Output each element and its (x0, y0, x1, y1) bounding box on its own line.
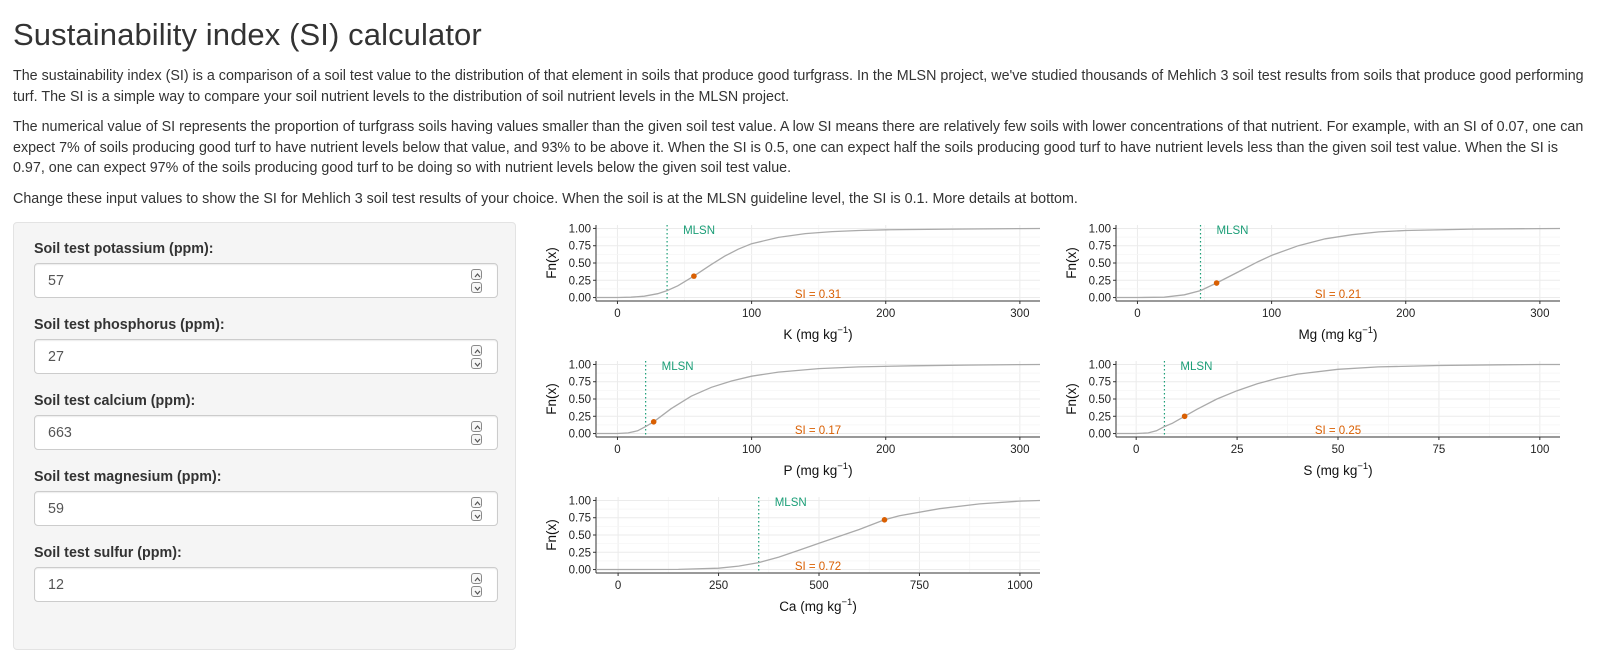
chevron-up-icon[interactable] (471, 421, 482, 432)
x-axis-title (783, 461, 852, 478)
y-tick-label: 0.50 (568, 530, 591, 542)
y-tick-label: 0.00 (568, 428, 591, 441)
x-tick-label: 0 (614, 580, 622, 592)
y-axis-title: Fn(x) (544, 247, 559, 279)
phosphorus-label: Soil test phosphorus (ppm): (34, 317, 225, 333)
potassium-spinner[interactable] (471, 268, 484, 294)
sulfur-spinner[interactable] (471, 572, 484, 598)
y-tick-label: 0.75 (1088, 376, 1111, 389)
x-tick-label: 100 (742, 308, 762, 320)
x-axis-title-main: S (mg kg (1303, 463, 1358, 478)
page-title: Sustainability index (SI) calculator (13, 17, 482, 52)
y-tick-label: 1.00 (1088, 223, 1111, 236)
calcium-input[interactable] (34, 415, 498, 450)
y-tick-label: 0.25 (1088, 275, 1111, 288)
y-tick-label: 0.25 (568, 411, 591, 424)
cdf-plot-svg (540, 218, 1040, 346)
chevron-up-icon[interactable] (471, 345, 482, 356)
x-axis-title-sup: −1 (841, 597, 853, 608)
chevron-down-icon[interactable] (471, 282, 482, 293)
x-axis-title (1303, 461, 1372, 478)
calcium-value[interactable]: 663 (48, 425, 72, 441)
magnesium-value[interactable]: 59 (48, 501, 64, 517)
x-axis-title-end: ) (1373, 327, 1378, 342)
chart-magnesium (1060, 218, 1560, 351)
x-axis-title-main: K (mg kg (783, 327, 838, 342)
soil-test-point (1214, 280, 1220, 286)
x-axis-title-sup: −1 (837, 325, 849, 336)
chart-phosphorus (540, 354, 1040, 487)
x-axis-title-end: ) (852, 599, 857, 614)
y-tick-label: 1.00 (568, 223, 591, 236)
x-tick-label: 100 (1530, 444, 1550, 456)
x-tick-label: 75 (1432, 444, 1446, 456)
x-axis-title-end: ) (1368, 463, 1373, 478)
si-explanation-paragraph: The numerical value of SI represents the proportion of turfgrass soils having values smaller than the given soil test value. A low SI means there are relatively few soils with lower concentrations of that nutrient. For example, with an SI of 0.07, one can expect 7% of soils producing good turf to have nutrient levels below that value, and 93% to be above it. When the SI is 0.5, one can expect half the soils producing good turf to have nutrient levels less than the given soil test value. When the SI is 0.97, one can expect 97% of the soils producing good turf to be doing so with nutrient levels below the given soil test value. (13, 119, 1584, 176)
si-value-label: SI = 0.25 (1314, 425, 1362, 437)
soil-test-point (691, 273, 697, 279)
x-tick-label: 0 (614, 308, 621, 320)
x-axis-title-end: ) (848, 327, 853, 342)
soil-test-point (651, 419, 657, 425)
y-tick-label: 0.25 (568, 547, 591, 560)
sulfur-label: Soil test sulfur (ppm): (34, 545, 182, 561)
y-tick-label: 0.00 (568, 564, 591, 577)
chevron-down-icon[interactable] (471, 586, 482, 597)
chevron-up-icon[interactable] (471, 497, 482, 508)
y-tick-label: 0.50 (1088, 258, 1111, 270)
intro-paragraph: The sustainability index (SI) is a comparison of a soil test value to the distribution of that element in soils that produce good turfgrass. In the MLSN project, we've studied thousands of Mehlich 3 soil test results from soils that produce good performing turf. The SI is a simple way to compare your soil nutrient levels to the distribution of soil nutrient levels in the MLSN project. (13, 68, 1584, 105)
magnesium-input[interactable] (34, 491, 498, 526)
y-tick-label: 0.25 (1088, 411, 1111, 424)
y-axis-title: Fn(x) (1064, 247, 1079, 279)
cdf-plot-svg (540, 490, 1040, 618)
x-tick-label: 500 (809, 580, 829, 592)
x-axis-title (783, 325, 852, 342)
mlsn-label: MLSN (1216, 225, 1249, 237)
y-axis-title: Fn(x) (1064, 383, 1079, 415)
chevron-down-icon[interactable] (471, 510, 482, 521)
x-tick-label: 0 (1134, 308, 1141, 320)
y-tick-label: 0.75 (568, 512, 591, 525)
x-tick-label: 100 (1262, 308, 1282, 320)
mlsn-label: MLSN (774, 497, 807, 509)
y-axis-title: Fn(x) (544, 519, 559, 551)
magnesium-spinner[interactable] (471, 496, 484, 522)
chevron-up-icon[interactable] (471, 573, 482, 584)
x-tick-label: 300 (1010, 444, 1030, 456)
x-axis-title (779, 597, 857, 614)
y-tick-label: 1.00 (568, 495, 591, 508)
chevron-up-icon[interactable] (471, 269, 482, 280)
y-tick-label: 0.75 (568, 240, 591, 253)
chevron-down-icon[interactable] (471, 434, 482, 445)
x-tick-label: 50 (1331, 444, 1345, 456)
y-tick-label: 0.25 (568, 275, 591, 288)
soil-test-point (1182, 413, 1188, 419)
mlsn-label: MLSN (661, 361, 694, 373)
potassium-label: Soil test potassium (ppm): (34, 241, 214, 257)
x-axis-title-end: ) (848, 463, 853, 478)
y-tick-label: 0.50 (568, 258, 591, 270)
x-axis-title (1298, 325, 1377, 342)
y-tick-label: 1.00 (1088, 359, 1111, 372)
mlsn-label: MLSN (683, 225, 716, 237)
phosphorus-value[interactable]: 27 (48, 349, 64, 365)
calcium-label: Soil test calcium (ppm): (34, 393, 196, 409)
y-tick-label: 0.50 (568, 394, 591, 406)
y-tick-label: 0.75 (1088, 240, 1111, 253)
sulfur-input[interactable] (34, 567, 498, 602)
si-value-label: SI = 0.72 (794, 561, 842, 573)
instructions-paragraph: Change these input values to show the SI for Mehlich 3 soil test results of your choice. When the soil is at the MLSN guideline level, the SI is 0.1. More details at bottom. (13, 191, 1078, 207)
si-value-label: SI = 0.21 (1314, 289, 1362, 301)
cdf-plot-svg (1060, 354, 1560, 482)
y-tick-label: 0.75 (568, 376, 591, 389)
cdf-plot-svg (1060, 218, 1560, 346)
x-tick-label: 200 (876, 308, 896, 320)
x-axis-title-sup: −1 (837, 461, 849, 472)
x-tick-label: 200 (876, 444, 896, 456)
x-tick-label: 1000 (1007, 580, 1033, 592)
x-axis-title-sup: −1 (1357, 461, 1369, 472)
x-tick-label: 100 (742, 444, 762, 456)
calcium-spinner[interactable] (471, 420, 484, 446)
mlsn-label: MLSN (1180, 361, 1213, 373)
chevron-down-icon[interactable] (471, 358, 482, 369)
y-tick-label: 0.00 (568, 292, 591, 305)
sulfur-value[interactable]: 12 (48, 577, 64, 593)
y-tick-label: 0.00 (1088, 292, 1111, 305)
x-axis-title-main: Ca (mg kg (779, 599, 842, 614)
chart-calcium (540, 490, 1040, 623)
si-value-label: SI = 0.31 (794, 289, 842, 301)
si-value-label: SI = 0.17 (794, 425, 842, 437)
potassium-value[interactable]: 57 (48, 273, 64, 289)
x-tick-label: 300 (1530, 308, 1550, 320)
x-tick-label: 750 (909, 580, 930, 592)
phosphorus-input[interactable] (34, 339, 498, 374)
x-tick-label: 200 (1396, 308, 1416, 320)
y-axis-title: Fn(x) (544, 383, 559, 415)
x-axis-title-main: P (mg kg (783, 463, 838, 478)
x-tick-label: 300 (1010, 308, 1030, 320)
magnesium-label: Soil test magnesium (ppm): (34, 469, 222, 485)
x-tick-label: 250 (708, 580, 729, 592)
y-tick-label: 0.00 (1088, 428, 1111, 441)
chart-sulfur (1060, 354, 1560, 487)
phosphorus-spinner[interactable] (471, 344, 484, 370)
input-sidebar-panel (13, 222, 516, 650)
y-tick-label: 1.00 (568, 359, 591, 372)
soil-test-point (882, 517, 888, 523)
chart-potassium (540, 218, 1040, 351)
potassium-input[interactable] (34, 263, 498, 298)
x-tick-label: 25 (1230, 444, 1244, 456)
cdf-plot-svg (540, 354, 1040, 482)
x-tick-label: 0 (1132, 444, 1140, 456)
y-tick-label: 0.50 (1088, 394, 1111, 406)
x-axis-title-main: Mg (mg kg (1298, 327, 1363, 342)
x-axis-title-sup: −1 (1362, 325, 1374, 336)
x-tick-label: 0 (614, 444, 621, 456)
